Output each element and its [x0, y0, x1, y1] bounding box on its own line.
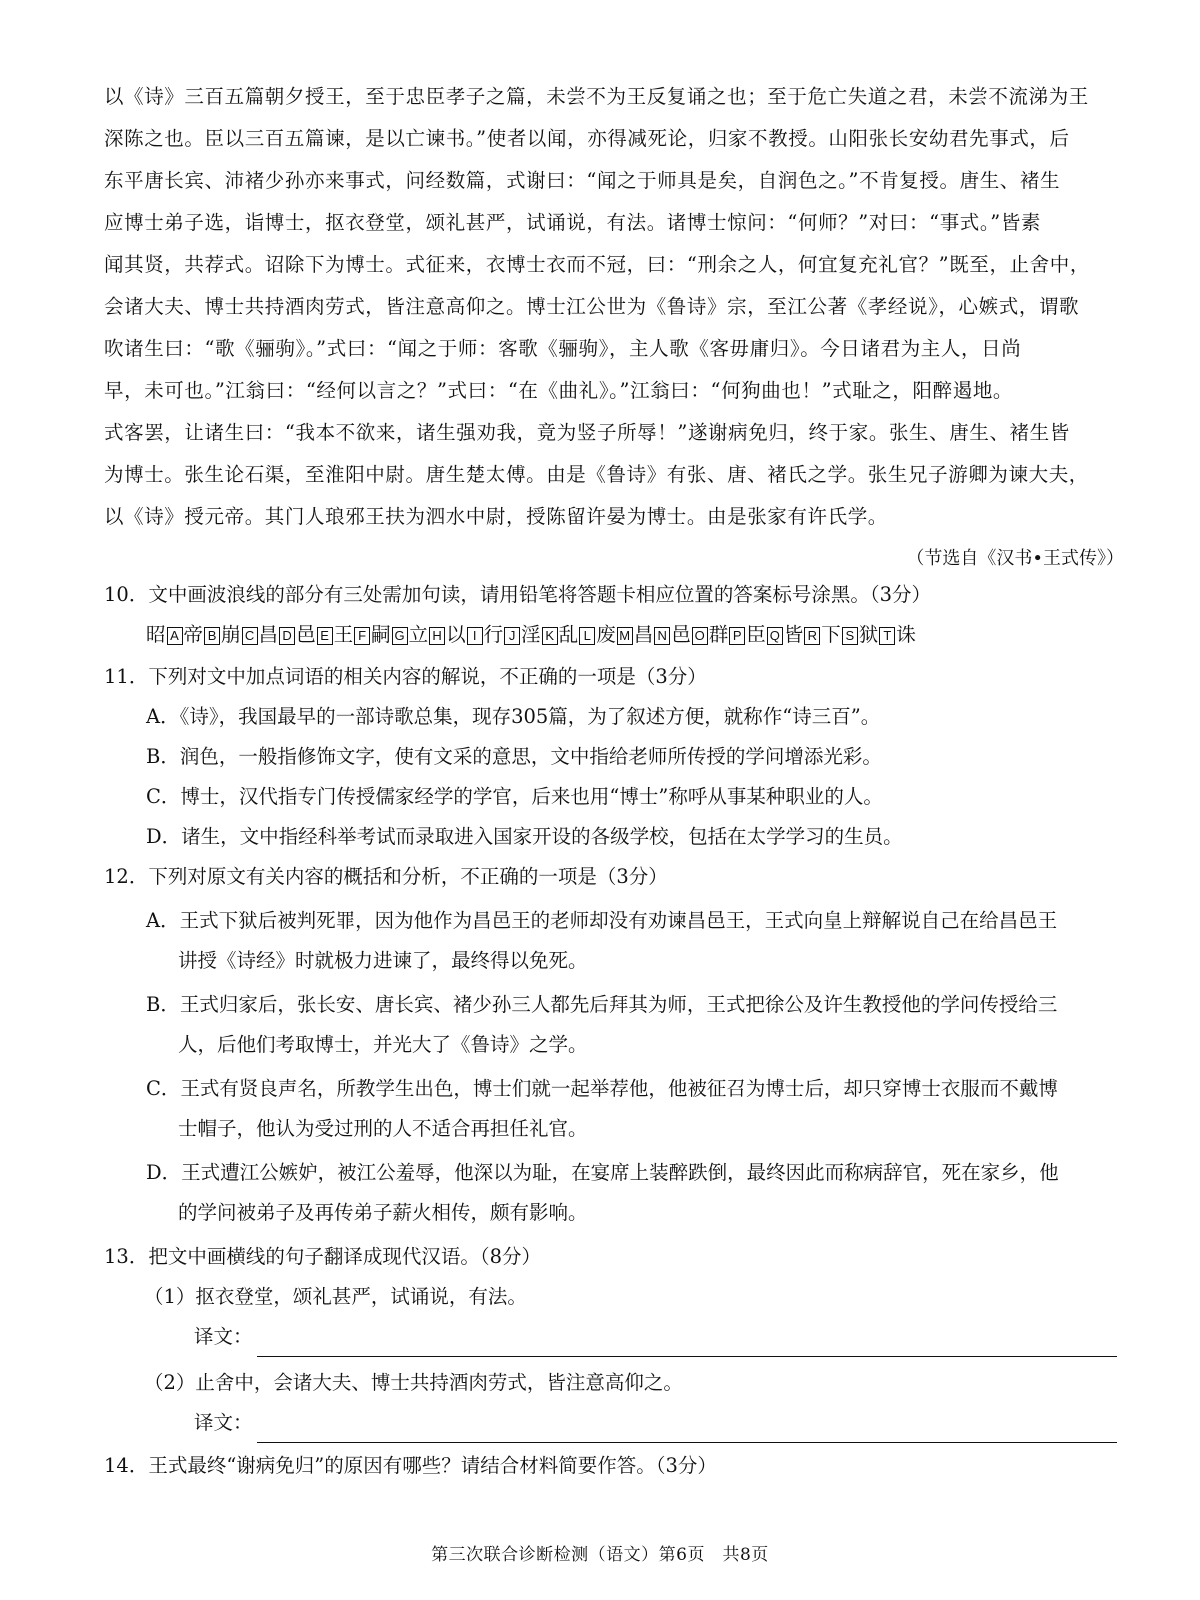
question-13	[104, 1237, 1134, 1443]
strip-char: 邑	[671, 623, 691, 646]
strip-char: 邑	[296, 623, 316, 646]
option-c: C．博士，汉代指专门传授儒家经学的学官，后来也用“博士”称呼从事某种职业的人。	[146, 785, 883, 808]
passage-line: 应博士弟子选，诣博士，抠衣登堂，颂礼甚严，试诵说，有法。诸博士惊问：“何师？”对曰：“事式。”皆素	[104, 211, 1042, 234]
answer-box-e[interactable]: E	[317, 627, 333, 645]
translation-answer-line[interactable]	[257, 1414, 1117, 1443]
answer-box-b[interactable]: B	[204, 627, 220, 645]
answer-box-t[interactable]: T	[879, 627, 895, 645]
strip-char: 下	[821, 623, 841, 646]
question-11	[104, 657, 1134, 857]
question-stem: 10．文中画波浪线的部分有三处需加句读，请用铅笔将答题卡相应位置的答案标号涂黑。（3分）	[104, 583, 931, 606]
strip-char: 行	[483, 623, 504, 646]
translation-answer-line[interactable]	[257, 1328, 1117, 1357]
question-14	[104, 1446, 1134, 1486]
answer-box-f[interactable]: F	[354, 627, 370, 645]
answer-box-a[interactable]: A	[167, 627, 183, 645]
question-stem: 11．下列对文中加点词语的相关内容的解说，不正确的一项是（3分）	[104, 665, 707, 688]
strip-char: 帝	[183, 623, 204, 646]
answer-box-i[interactable]: I	[467, 627, 483, 645]
passage-line: 式客罢，让诸生曰：“我本不欲来，诸生强劝我，竟为竖子所辱！”遂谢病免归，终于家。张生、唐生、褚生皆	[104, 421, 1070, 444]
option-c-continued: 士帽子，他认为受过刑的人不适合再担任礼官。	[178, 1117, 588, 1140]
question-10	[104, 575, 1134, 655]
passage-line: 闻其贤，共荐式。诏除下为博士。式征来，衣博士衣而不冠，曰：“刑余之人，何宜复充礼官？”既至，止舍中，	[104, 253, 1090, 276]
translation-answer-row	[104, 1317, 1134, 1357]
passage-line: 以《诗》三百五篇朝夕授王，至于忠臣孝子之篇，未尝不为王反复诵之也；至于危亡失道之君，未尝不流涕为王	[104, 85, 1089, 108]
answer-box-j[interactable]: J	[504, 627, 520, 645]
strip-char: 狱	[858, 623, 879, 646]
passage-line: 会诸大夫、博士共持酒肉劳式，皆注意高仰之。博士江公世为《鲁诗》宗，至江公著《孝经说》，心嫉式，谓歌	[104, 295, 1080, 318]
answer-box-n[interactable]: N	[654, 627, 670, 645]
strip-char: 昌	[633, 623, 654, 646]
strip-char: 立	[408, 623, 429, 646]
option-b: B．润色，一般指修饰文字，使有文采的意思，文中指给老师所传授的学问增添光彩。	[146, 745, 882, 768]
question-stem: 12．下列对原文有关内容的概括和分析，不正确的一项是（3分）	[104, 865, 668, 888]
question-12	[104, 857, 1134, 1233]
strip-char: 崩	[221, 623, 241, 646]
answer-box-k[interactable]: K	[542, 627, 558, 645]
answer-box-p[interactable]: P	[729, 627, 745, 645]
translation-answer-row	[104, 1403, 1134, 1443]
page-footer: 第三次联合诊断检测（语文）第6页 共8页	[431, 1545, 769, 1565]
answer-box-q[interactable]: Q	[767, 627, 783, 645]
option-a-continued: 讲授《诗经》时就极力进谏了，最终得以免死。	[178, 949, 588, 972]
question-stem: 14．王式最终“谢病免归”的原因有哪些？请结合材料简要作答。（3分）	[104, 1454, 717, 1477]
answer-box-m[interactable]: M	[617, 627, 633, 645]
passage-line: 深陈之也。臣以三百五篇谏，是以亡谏书。”使者以闻，亦得减死论，归家不教授。山阳张长安幼君先事式，后	[104, 127, 1070, 150]
option-b: B．王式归家后，张长安、唐长宾、褚少孙三人都先后拜其为师，王式把徐公及许生教授他的学问传授给三	[146, 993, 1058, 1016]
classical-passage	[104, 76, 1124, 580]
strip-char: 废	[596, 623, 616, 646]
passage-line: 早，未可也。”江翁曰：“经何以言之？”式曰：“在《曲礼》。”江翁曰：“何狗曲也！”式耻之，阳醉遏地。	[104, 379, 1014, 402]
answer-box-o[interactable]: O	[692, 627, 708, 645]
translation-label: 译文：	[194, 1325, 253, 1348]
translation-item-1: （1）抠衣登堂，颂礼甚严，试诵说，有法。	[144, 1285, 527, 1308]
option-d: D．王式遭江公嫉妒，被江公羞辱，他深以为耻，在宴席上装醉跌倒，最终因此而称病辞官，死在家乡，他	[146, 1161, 1059, 1184]
punctuation-answer-strip	[104, 615, 1134, 655]
passage-source: （节选自《汉书•王式传》）	[906, 548, 1124, 569]
answer-box-g[interactable]: G	[392, 627, 408, 645]
strip-char: 嗣	[371, 623, 391, 646]
passage-line: 以《诗》授元帝。其门人琅邪王扶为泗水中尉，授陈留许晏为博士。由是张家有许氏学。	[104, 505, 888, 528]
strip-char: 臣	[746, 623, 766, 646]
answer-box-l[interactable]: L	[579, 627, 595, 645]
translation-label: 译文：	[194, 1411, 253, 1434]
answer-box-h[interactable]: H	[429, 627, 445, 645]
answer-box-s[interactable]: S	[842, 627, 858, 645]
question-stem: 13．把文中画横线的句子翻译成现代汉语。（8分）	[104, 1245, 541, 1268]
answer-box-d[interactable]: D	[279, 627, 295, 645]
answer-box-r[interactable]: R	[804, 627, 820, 645]
passage-line: 东平唐长宾、沛褚少孙亦来事式，问经数篇，式谢曰：“闻之于师具是矣，自润色之。”不肯复授。唐生、褚生	[104, 169, 1061, 192]
strip-char: 诛	[896, 623, 916, 646]
strip-char: 群	[708, 623, 729, 646]
strip-char: 以	[446, 623, 466, 646]
strip-char: 昭	[146, 623, 166, 646]
option-b-continued: 人，后他们考取博士，并光大了《鲁诗》之学。	[178, 1033, 588, 1056]
option-d-continued: 的学问被弟子及再传弟子薪火相传，颇有影响。	[178, 1201, 588, 1224]
option-d: D．诸生，文中指经科举考试而录取进入国家开设的各级学校，包括在太学学习的生员。	[146, 825, 903, 848]
strip-char: 乱	[558, 623, 579, 646]
strip-char: 王	[333, 623, 354, 646]
option-a: A．王式下狱后被判死罪，因为他作为昌邑王的老师却没有劝谏昌邑王，王式向皇上辩解说自己在给昌邑王	[146, 909, 1058, 932]
option-c: C．王式有贤良声名，所教学生出色，博士们就一起举荐他，他被征召为博士后，却只穿博士衣服而不戴博	[146, 1077, 1058, 1100]
strip-char: 昌	[258, 623, 279, 646]
strip-char: 淫	[521, 623, 541, 646]
passage-line: 为博士。张生论石渠，至淮阳中尉。唐生楚太傅。由是《鲁诗》有张、唐、褚氏之学。张生兄子游卿为谏大夫，	[104, 463, 1089, 486]
option-a: A．《诗》，我国最早的一部诗歌总集，现存305篇，为了叙述方便，就称作“诗三百”。	[146, 705, 881, 728]
passage-line: 吹诸生曰：“歌《骊驹》。”式曰：“闻之于师：客歌《骊驹》，主人歌《客毋庸归》。今日诸君为主人，日尚	[104, 337, 1022, 360]
answer-box-c[interactable]: C	[242, 627, 258, 645]
translation-item-2: （2）止舍中，会诸大夫、博士共持酒肉劳式，皆注意高仰之。	[144, 1371, 683, 1394]
strip-char: 皆	[783, 623, 804, 646]
